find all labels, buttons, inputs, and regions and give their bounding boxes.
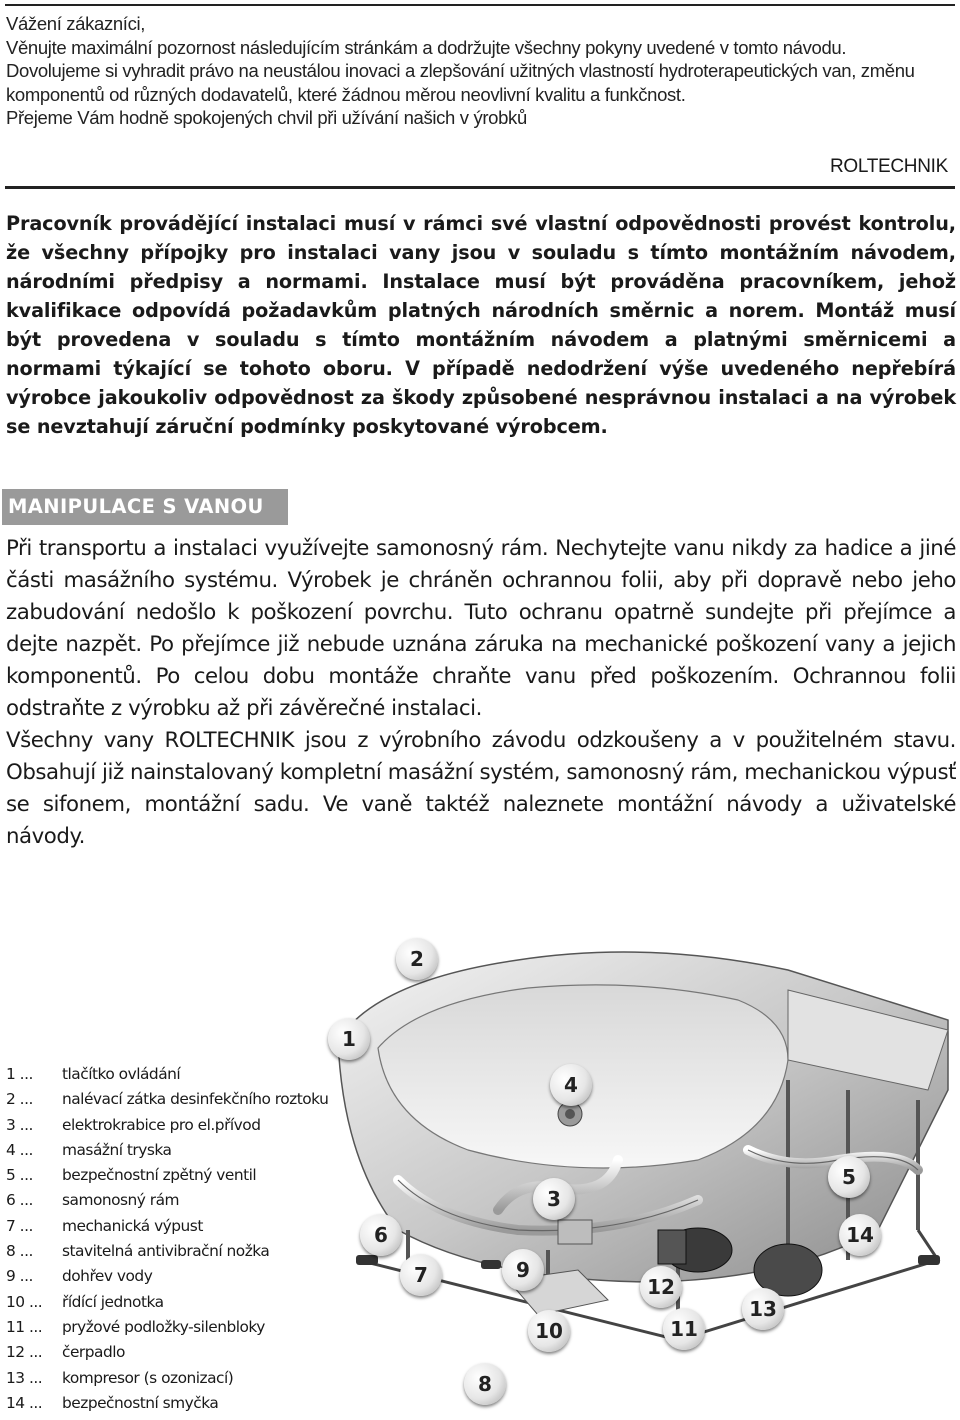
legend-number: 3 ... xyxy=(6,1115,33,1134)
legend-row xyxy=(6,1188,366,1213)
legend-number: 5 ... xyxy=(6,1166,33,1185)
legend-number: 13 ... xyxy=(6,1368,43,1387)
legend-label: stavitelná antivibrační nožka xyxy=(62,1242,270,1261)
legend-row xyxy=(6,1290,366,1315)
callout-marker: 6 xyxy=(360,1214,402,1256)
legend-number: 6 ... xyxy=(6,1191,33,1210)
legend-label: masážní tryska xyxy=(62,1140,172,1159)
legend-row xyxy=(6,1264,366,1289)
legend-row xyxy=(6,1138,366,1163)
legend-number: 1 ... xyxy=(6,1065,33,1083)
legend-row xyxy=(6,1113,366,1138)
legend-number: 14 ... xyxy=(6,1393,43,1412)
section-heading: MANIPULACE S VANOU xyxy=(2,489,288,525)
intro-line: Dovolujeme si vyhradit právo na neustálou inovaci a zlepšování užitných vlastností hydroterapeutických van, změnu xyxy=(6,60,915,81)
installer-warning: Pracovník provádějící instalaci musí v rámci své vlastní odpovědnosti provést kontrolu, že všechny přípojky pro instalaci vany jsou v souladu s tímto montážním návodem, národními předpisy a normami. Instalace musí být prováděna pracovníkem, jehož kvalifikace odpovídá požadavkům platných národních směrnic a norem. Montáž musí být provedena v souladu s tímto montážním návodem a platnými směrnicemi a normami týkající se tohoto oboru. V případě nedodržení výše uvedeného nepřebírá výrobce jakoukoliv odpovědnost za škody způsobené nesprávnou instalaci a na výrobek se nevztahují záruční podmínky poskytované výrobcem. xyxy=(6,212,956,438)
legend-row xyxy=(6,1340,366,1365)
top-rule xyxy=(5,4,955,6)
legend-label: bezpečnostní zpětný ventil xyxy=(62,1166,257,1185)
legend-label: čerpadlo xyxy=(62,1343,125,1362)
legend-number: 8 ... xyxy=(6,1242,33,1261)
callout-marker: 2 xyxy=(396,938,438,980)
intro-greeting: Vážení zákazníci, xyxy=(6,13,146,34)
bathtub-diagram xyxy=(318,930,958,1415)
intro-line: komponentů od různých dodavatelů, které žádnou měrou neovlivní kvalitu a funkčnost. xyxy=(6,83,686,105)
legend-number: 4 ... xyxy=(6,1140,33,1159)
legend-number: 7 ... xyxy=(6,1216,33,1235)
legend-row xyxy=(6,1087,366,1112)
legend-label: samonosný rám xyxy=(62,1191,180,1210)
legend-row xyxy=(6,1214,366,1239)
callout-marker: 7 xyxy=(400,1254,442,1296)
signature: ROLTECHNIK xyxy=(829,156,948,177)
legend-label: kompresor (s ozonizací) xyxy=(62,1368,234,1387)
legend-label: mechanická výpust xyxy=(62,1216,203,1235)
legend-label: řídící jednotka xyxy=(62,1292,164,1311)
legend-row xyxy=(6,1163,366,1188)
intro-line: Věnujte maximální pozornost následujícím stránkám a dodržujte všechny pokyny uvedené v tomto návodu. xyxy=(6,36,847,58)
legend-label: pryžové podložky-silenbloky xyxy=(62,1317,265,1336)
legend-number: 12 ... xyxy=(6,1343,43,1362)
legend-number: 11 ... xyxy=(6,1317,43,1336)
legend-row xyxy=(6,1366,366,1391)
intro-line: Přejeme Vám hodně spokojených chvil při užívání našich v ýrobků xyxy=(6,107,527,128)
legend-number: 10 ... xyxy=(6,1292,43,1311)
callout-marker: 1 xyxy=(328,1018,370,1060)
callout-marker: 9 xyxy=(502,1249,544,1291)
callout-marker: 13 xyxy=(742,1288,784,1330)
callout-marker: 8 xyxy=(464,1363,506,1405)
handling-paragraph: Všechny vany ROLTECHNIK jsou z výrobního závodu odzkoušeny a v použitelném stavu. Obsahují již nainstalovaný kompletní masážní systém, samonosný rám, mechanickou výpusť se sifonem, montážní sadu. Ve vaně taktéž naleznete montážní návody a uživatelské návody. xyxy=(6,728,956,849)
callout-marker: 14 xyxy=(839,1214,881,1256)
legend-label: tlačítko ovládání xyxy=(62,1065,181,1083)
legend-label: bezpečnostní smyčka xyxy=(62,1393,219,1412)
legend-label: dohřev vody xyxy=(62,1267,153,1286)
callout-marker: 12 xyxy=(640,1266,682,1308)
legend-number: 9 ... xyxy=(6,1267,33,1286)
callout-marker: 4 xyxy=(550,1064,592,1106)
handling-text xyxy=(6,533,956,853)
legend-row xyxy=(6,1315,366,1340)
callout-marker: 3 xyxy=(533,1178,575,1220)
callout-marker: 11 xyxy=(663,1308,705,1350)
legend-label: nalévací zátka desinfekčního roztoku xyxy=(62,1090,329,1109)
intro-text xyxy=(6,12,956,130)
handling-paragraph: Při transportu a instalaci využívejte samonosný rám. Nechytejte vanu nikdy za hadice a jiné části masážního systému. Výrobek je chráněn ochrannou folii, aby při dopravě nebo jeho zabudování nedošlo k poškození povrchu. Tuto ochranu opatrně sundejte při přejímce a dejte nazpět. Po přejímce již nebude uznána záruka na mechanické poškození vany a jejich komponentů. Po celou dobu montáže chraňte vanu před poškozením. Ochrannou folii odstraňte z výrobku až při závěrečné instalaci. xyxy=(6,536,956,721)
callout-marker: 5 xyxy=(828,1156,870,1198)
legend-label: elektrokrabice pro el.přívod xyxy=(62,1115,261,1134)
legend-row xyxy=(6,1062,366,1087)
parts-legend xyxy=(6,1062,366,1416)
section-rule xyxy=(5,186,955,189)
legend-number: 2 ... xyxy=(6,1090,33,1109)
legend-row xyxy=(6,1239,366,1264)
legend-row xyxy=(6,1391,366,1416)
callout-marker: 10 xyxy=(528,1310,570,1352)
